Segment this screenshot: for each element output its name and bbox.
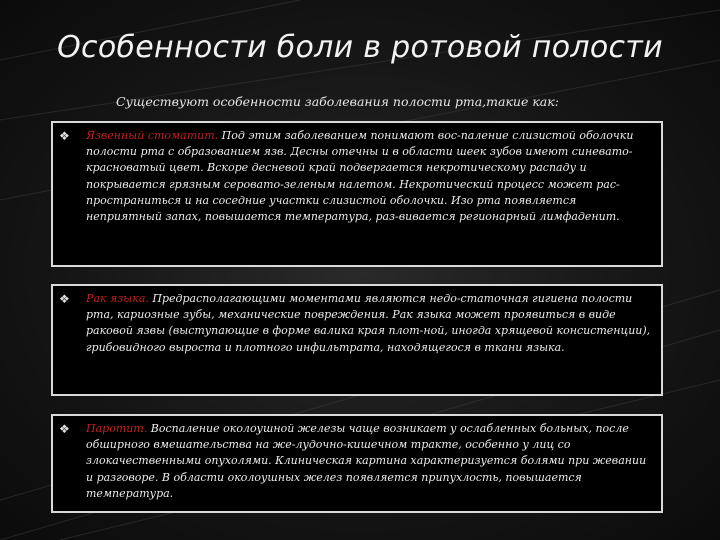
page-title: Особенности боли в ротовой полости [57,30,663,65]
bullet-diamond-icon: ❖ [59,129,70,143]
bullet-diamond-icon: ❖ [59,422,70,436]
page-subtitle: Существуют особенности заболевания полости рта,такие как: [116,94,559,109]
list-item-parotitis [51,414,663,513]
bullet-diamond-icon: ❖ [59,292,70,306]
list-item-ulcerative-stomatitis [51,121,663,267]
item-description: Предрасполагающими моментами являются недо-статочная гигиена полости рта, кариозные зубы, механические повреждения. Рак языка может проявиться в виде раковой язвы (выступающие в форме валика края плот-ной, иногда хрящевой консистенции), грибовидного выроста и плотного инфильтрата, находящегося в ткани языка. [86,292,651,354]
item-description: Воспаление околоушной железы чаще возникает у ослабленных больных, после обширного вмешательства на же-лудочно-кишечном тракте, особенно у лиц со злокачественными опухолями. Клиническая картина характеризуется болями при жевании и разговоре. В области околоушных желез появляется припухлость, повышается температура. [86,422,647,500]
item-description: Под этим заболеванием понимают вос-паление слизистой оболочки полости рта с образованием язв. Десны отечны и в области шеек зубов имеют синевато-красноватый цвет. Вскоре десневой край подвергается некротическому распаду и покрывается грязным серовато-зеленым налетом. Некротический процесс может рас-пространиться и на соседние участки слизистой оболочки. Изо рта появляется неприятный запах, повышается температура, раз-вивается регионарный лимфаденит. [86,129,634,224]
list-item-tongue-cancer [51,284,663,396]
item-term: Рак языка. [86,292,149,305]
item-term: Паротит. [86,422,148,435]
item-term: Язвенный стоматит. [86,129,219,142]
